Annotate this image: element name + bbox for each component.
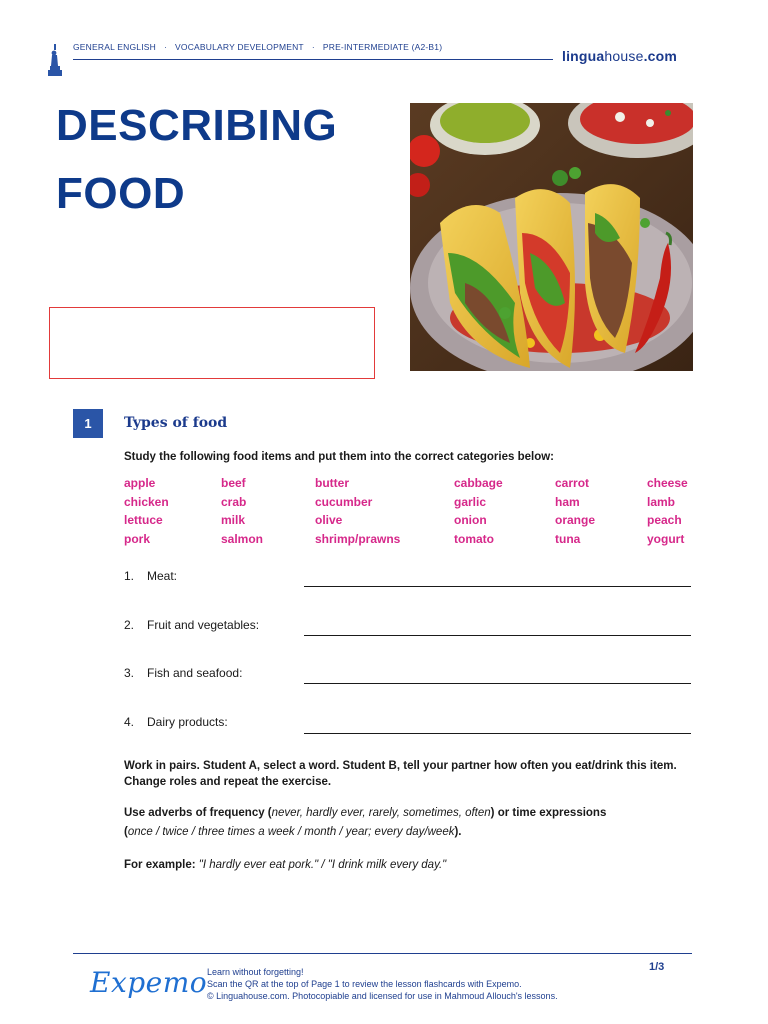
food-word: milk <box>221 513 246 527</box>
example-label: For example: <box>124 859 196 871</box>
category-number: 4. <box>124 715 135 729</box>
section-title: Types of food <box>124 415 228 431</box>
food-word: lettuce <box>124 513 163 527</box>
page-title <box>56 92 396 228</box>
page-number: 1/3 <box>649 961 665 973</box>
tacos-photo <box>410 103 693 371</box>
footer-copyright: © Linguahouse.com. Photocopiable and licensed for use in Mahmoud Allouch's lessons. <box>207 991 558 1001</box>
paren-close: ). <box>454 826 462 838</box>
footer-tagline: Learn without forgetting! <box>207 967 304 977</box>
food-word: tuna <box>555 532 581 546</box>
pair-work-instruction: Work in pairs. Student A, select a word. Student B, tell your partner how often you eat/drink this item. Change roles and repeat the exercise. <box>124 760 677 788</box>
food-word: peach <box>647 513 682 527</box>
footer-qr-note: Scan the QR at the top of Page 1 to review the lesson flashcards with Expemo. <box>207 979 522 989</box>
adverbs-list: never, hardly ever, rarely, sometimes, often <box>271 807 491 819</box>
title-line-2: FOOD <box>56 169 186 218</box>
breadcrumb-cefr: PRE-INTERMEDIATE (A2-B1) <box>322 42 443 52</box>
breadcrumb-separator: · <box>164 42 168 52</box>
food-word: yogurt <box>647 532 685 546</box>
paren-open: ( <box>124 826 128 838</box>
category-number: 1. <box>124 569 135 583</box>
food-word: chicken <box>124 495 169 509</box>
food-word: cucumber <box>315 495 373 509</box>
example-line <box>124 857 692 873</box>
answer-line-dairy[interactable] <box>304 733 691 734</box>
adverbs-mid: ) or time expressions <box>490 807 607 819</box>
food-word: butter <box>315 476 349 490</box>
food-word: orange <box>555 513 596 527</box>
logo-part-lingua: lingua <box>562 48 605 64</box>
category-label: Meat: <box>147 569 178 583</box>
food-word: carrot <box>555 476 590 490</box>
footer-text <box>207 966 558 1002</box>
time-expressions-list: once / twice / three times a week / month / year; every day/week <box>127 826 455 838</box>
exercise-instruction: Study the following food items and put them into the correct categories below: <box>124 451 554 463</box>
category-number: 3. <box>124 666 135 680</box>
food-word: garlic <box>454 495 487 509</box>
breadcrumb-skill: VOCABULARY DEVELOPMENT <box>175 42 304 52</box>
food-word: shrimp/prawns <box>315 532 401 546</box>
adverbs-instruction <box>124 805 692 840</box>
adverbs-lead: Use adverbs of frequency ( <box>124 807 272 819</box>
example-text: "I hardly ever eat pork." / "I drink milk every day." <box>195 859 447 871</box>
food-word: olive <box>315 513 343 527</box>
food-word: apple <box>124 476 156 490</box>
food-word: crab <box>221 495 247 509</box>
category-label: Dairy products: <box>147 715 228 729</box>
section-number-badge: 1 <box>73 409 103 438</box>
statue-of-liberty-icon <box>48 44 62 76</box>
food-word: ham <box>555 495 580 509</box>
category-label: Fish and seafood: <box>147 666 243 680</box>
food-word: cabbage <box>454 476 503 490</box>
title-line-1: DESCRIBING <box>56 101 338 150</box>
footer-divider <box>73 953 692 954</box>
category-label: Fruit and vegetables: <box>147 618 260 632</box>
food-word: pork <box>124 532 151 546</box>
logo-part-com: .com <box>643 48 678 64</box>
empty-red-frame <box>49 307 375 379</box>
breadcrumb <box>73 42 442 52</box>
food-word: lamb <box>647 495 676 509</box>
expemo-logo[interactable]: Expemo <box>90 966 208 999</box>
breadcrumb-level: GENERAL ENGLISH <box>73 42 156 52</box>
food-word: tomato <box>454 532 494 546</box>
answer-line-meat[interactable] <box>304 586 691 587</box>
food-word: beef <box>221 476 246 490</box>
linguahouse-logo[interactable] <box>562 48 677 64</box>
food-word: onion <box>454 513 487 527</box>
category-number: 2. <box>124 618 135 632</box>
answer-line-fruit-vegetables[interactable] <box>304 635 691 636</box>
logo-part-house: house <box>604 48 644 64</box>
breadcrumb-separator: · <box>311 42 315 52</box>
answer-line-fish-seafood[interactable] <box>304 683 691 684</box>
food-word: cheese <box>647 476 688 490</box>
header-divider <box>73 59 553 60</box>
food-word: salmon <box>221 532 264 546</box>
